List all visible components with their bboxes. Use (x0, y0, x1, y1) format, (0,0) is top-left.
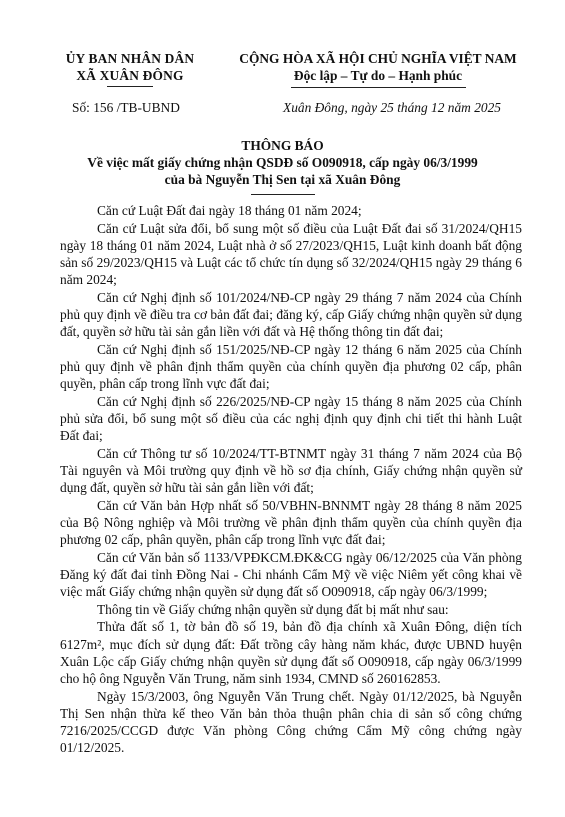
motto: Độc lập – Tự do – Hạnh phúc (293, 68, 463, 83)
document-body (60, 202, 522, 757)
national-motto (218, 50, 538, 88)
paragraph: Căn cứ Văn bản số 1133/VPĐKCM.ĐK&CG ngày 06/12/2025 của Văn phòng Đăng ký đất đai tỉnh Đồng Nai - Chi nhánh Cẩm Mỹ về việc Niêm yết công khai về việc mất Giấy chứng nhận quyền sử dụng đất số O090918, cấp ngày 06/3/1999; (60, 549, 522, 600)
document-number: Số: 156 /TB-UBND (72, 100, 180, 115)
title-heading: THÔNG BÁO (241, 138, 324, 153)
paragraph: Căn cứ Nghị định số 101/2024/NĐ-CP ngày 29 tháng 7 năm 2024 của Chính phủ quy định về điều tra cơ bản đất đai; đăng ký, cấp Giấy chứng nhận quyền sử dụng đất, quyền sở hữu tài sản gắn liền với đất và Hệ thống thông tin đất đai; (60, 289, 522, 340)
paragraph: Thửa đất số 1, tờ bản đồ số 19, bản đồ địa chính xã Xuân Đông, diện tích 6127m², mục đích sử dụng đất: Đất trồng cây hàng năm khác, được UBND huyện Xuân Lộc cấp Giấy chứng nhận quyền sử dụng đất số O090918, cấp ngày 06/3/1999 cho hộ ông Nguyễn Văn Trung, năm sinh 1934, CMND số 260162853. (60, 619, 522, 686)
title-underline (251, 194, 315, 195)
paragraph: Ngày 15/3/2003, ông Nguyễn Văn Trung chết. Ngày 01/12/2025, bà Nguyễn Thị Sen nhận thừa kế theo Văn bản thỏa thuận phân chia di sản số công chứng 7216/2025/CCGD được Văn phòng Công chứng Cẩm Mỹ công chứng ngày 01/12/2025. (60, 688, 522, 756)
document-title (40, 137, 525, 188)
authority-underline (107, 86, 153, 87)
paragraph: Căn cứ Văn bản Hợp nhất số 50/VBHN-BNNMT ngày 28 tháng 8 năm 2025 của Bộ Nông nghiệp và Môi trường về phân định thẩm quyền của chính quyền địa phương 02 cấp, phân quyền, phân cấp trong lĩnh vực đất đai; (60, 497, 522, 548)
paragraph: Căn cứ Luật sửa đổi, bổ sung một số điều của Luật Đất đai số 31/2024/QH15 ngày 18 tháng 01 năm 2024, Luật nhà ở số 27/2023/QH15, Luật kinh doanh bất động sản số 29/2023/QH15 và Luật các tổ chức tín dụng số 32/2024/QH15 ngày 29 tháng 6 năm 2024; (60, 220, 522, 288)
title-subject-line-1: Về việc mất giấy chứng nhận QSDĐ số O090918, cấp ngày 06/3/1999 (87, 155, 478, 170)
paragraph: Căn cứ Thông tư số 10/2024/TT-BTNMT ngày 31 tháng 7 năm 2024 của Bộ Tài nguyên và Môi trường quy định về hồ sơ địa chính, Giấy chứng nhận quyền sử dụng đất, quyền sở hữu tài sản gắn liền với đất; (60, 445, 522, 496)
authority-line-2: XÃ XUÂN ĐÔNG (76, 68, 184, 83)
paragraph: Căn cứ Nghị định số 151/2025/NĐ-CP ngày 12 tháng 6 năm 2025 của Chính phủ quy định về phân định thẩm quyền của chính quyền địa phương 02 cấp, phân quyền, phân cấp trong lĩnh vực đất đai; (60, 341, 522, 392)
issuing-authority (40, 50, 220, 84)
motto-underline (291, 87, 466, 88)
place-date: Xuân Đông, ngày 25 tháng 12 năm 2025 (283, 100, 501, 115)
nation-name: CỘNG HÒA XÃ HỘI CHỦ NGHĨA VIỆT NAM (239, 51, 517, 66)
paragraph: Căn cứ Luật Đất đai ngày 18 tháng 01 năm 2024; (97, 203, 362, 218)
authority-line-1: ỦY BAN NHÂN DÂN (65, 51, 195, 66)
paragraph: Thông tin về Giấy chứng nhận quyền sử dụng đất bị mất như sau: (97, 601, 449, 617)
title-subject-line-2: của bà Nguyễn Thị Sen tại xã Xuân Đông (164, 172, 401, 187)
paragraph: Căn cứ Nghị định số 226/2025/NĐ-CP ngày 15 tháng 8 năm 2025 của Chính phủ sửa đổi, bổ sung một số điều của các nghị định quy định chi tiết thi hành Luật Đất đai; (60, 393, 522, 444)
